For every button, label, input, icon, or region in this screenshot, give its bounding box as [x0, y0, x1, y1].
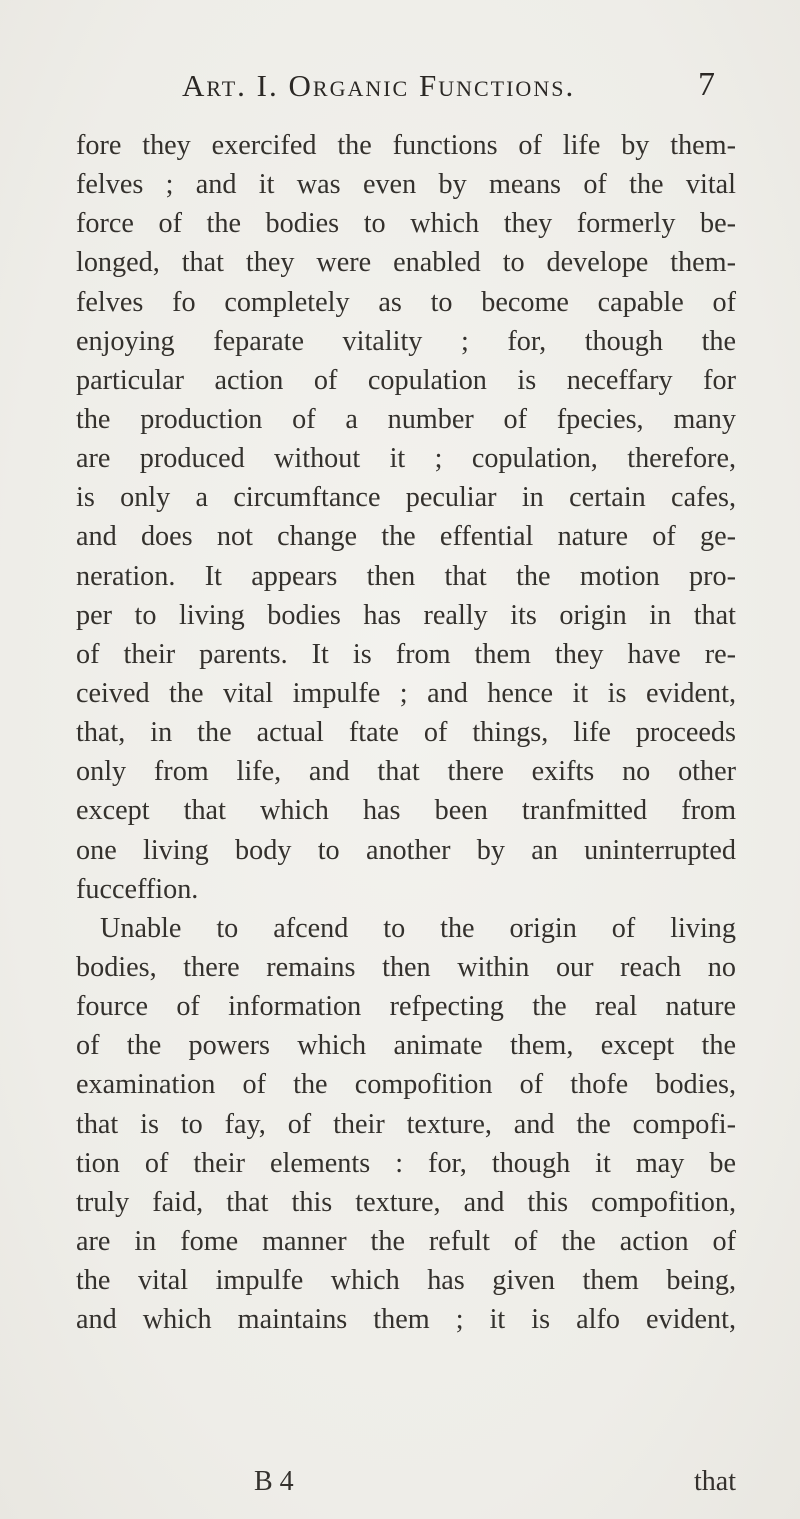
text-line: fucceffion. — [76, 873, 199, 905]
text-line: Unable to afcend to the origin of living — [100, 912, 736, 944]
text-line: longed, that they were enabled to develope them- — [76, 247, 736, 279]
text-line: examination of the compofition of thofe bodies, — [76, 1069, 736, 1101]
signature-mark: B 4 — [254, 1466, 294, 1497]
page-footer — [76, 1466, 736, 1506]
text-line: the vital impulfe which has given them being, — [76, 1265, 736, 1297]
text-line: bodies, there remains then within our reach no — [76, 951, 736, 983]
text-line: of their parents. It is from them they have re- — [76, 638, 736, 670]
text-line: felves ; and it was even by means of the vital — [76, 169, 736, 201]
text-line: that, in the actual ftate of things, life proceeds — [76, 717, 736, 749]
text-line: is only a circumftance peculiar in certain cafes, — [76, 482, 736, 514]
text-line: fore they exercifed the functions of life by them- — [76, 130, 736, 161]
text-line: per to living bodies has really its origin in that — [76, 599, 736, 631]
text-line: that is to fay, of their texture, and the compofi- — [76, 1108, 736, 1140]
text-line: tion of their elements : for, though it may be — [76, 1147, 736, 1179]
text-line: except that which has been tranfmitted from — [76, 795, 736, 827]
running-title: Art. I. Organic Functions. — [182, 68, 576, 103]
text-line: truly faid, that this texture, and this compofition, — [76, 1186, 736, 1218]
text-line: are in fome manner the refult of the action of — [76, 1225, 736, 1257]
text-line: only from life, and that there exifts no other — [76, 756, 736, 788]
text-line: and which maintains them ; it is alfo evident, — [76, 1304, 736, 1336]
text-line: particular action of copulation is neceffary for — [76, 364, 736, 396]
text-line: the production of a number of fpecies, many — [76, 403, 736, 435]
text-line: and does not change the effential nature of ge- — [76, 521, 736, 553]
text-line: one living body to another by an uninterrupted — [76, 834, 736, 866]
text-line: fource of information refpecting the real nature — [76, 991, 736, 1023]
text-line: enjoying feparate vitality ; for, though the — [76, 325, 736, 357]
text-line: ceived the vital impulfe ; and hence it is evident, — [76, 677, 736, 709]
text-line: neration. It appears then that the motion pro- — [76, 560, 736, 592]
catchword: that — [694, 1466, 736, 1497]
text-line: felves fo completely as to become capable of — [76, 286, 736, 318]
body-text — [76, 126, 736, 1339]
text-line: are produced without it ; copulation, therefore, — [76, 443, 736, 475]
text-line: force of the bodies to which they formerly be- — [76, 208, 736, 240]
text-line: of the powers which animate them, except the — [76, 1030, 736, 1062]
page-number: 7 — [698, 66, 715, 103]
